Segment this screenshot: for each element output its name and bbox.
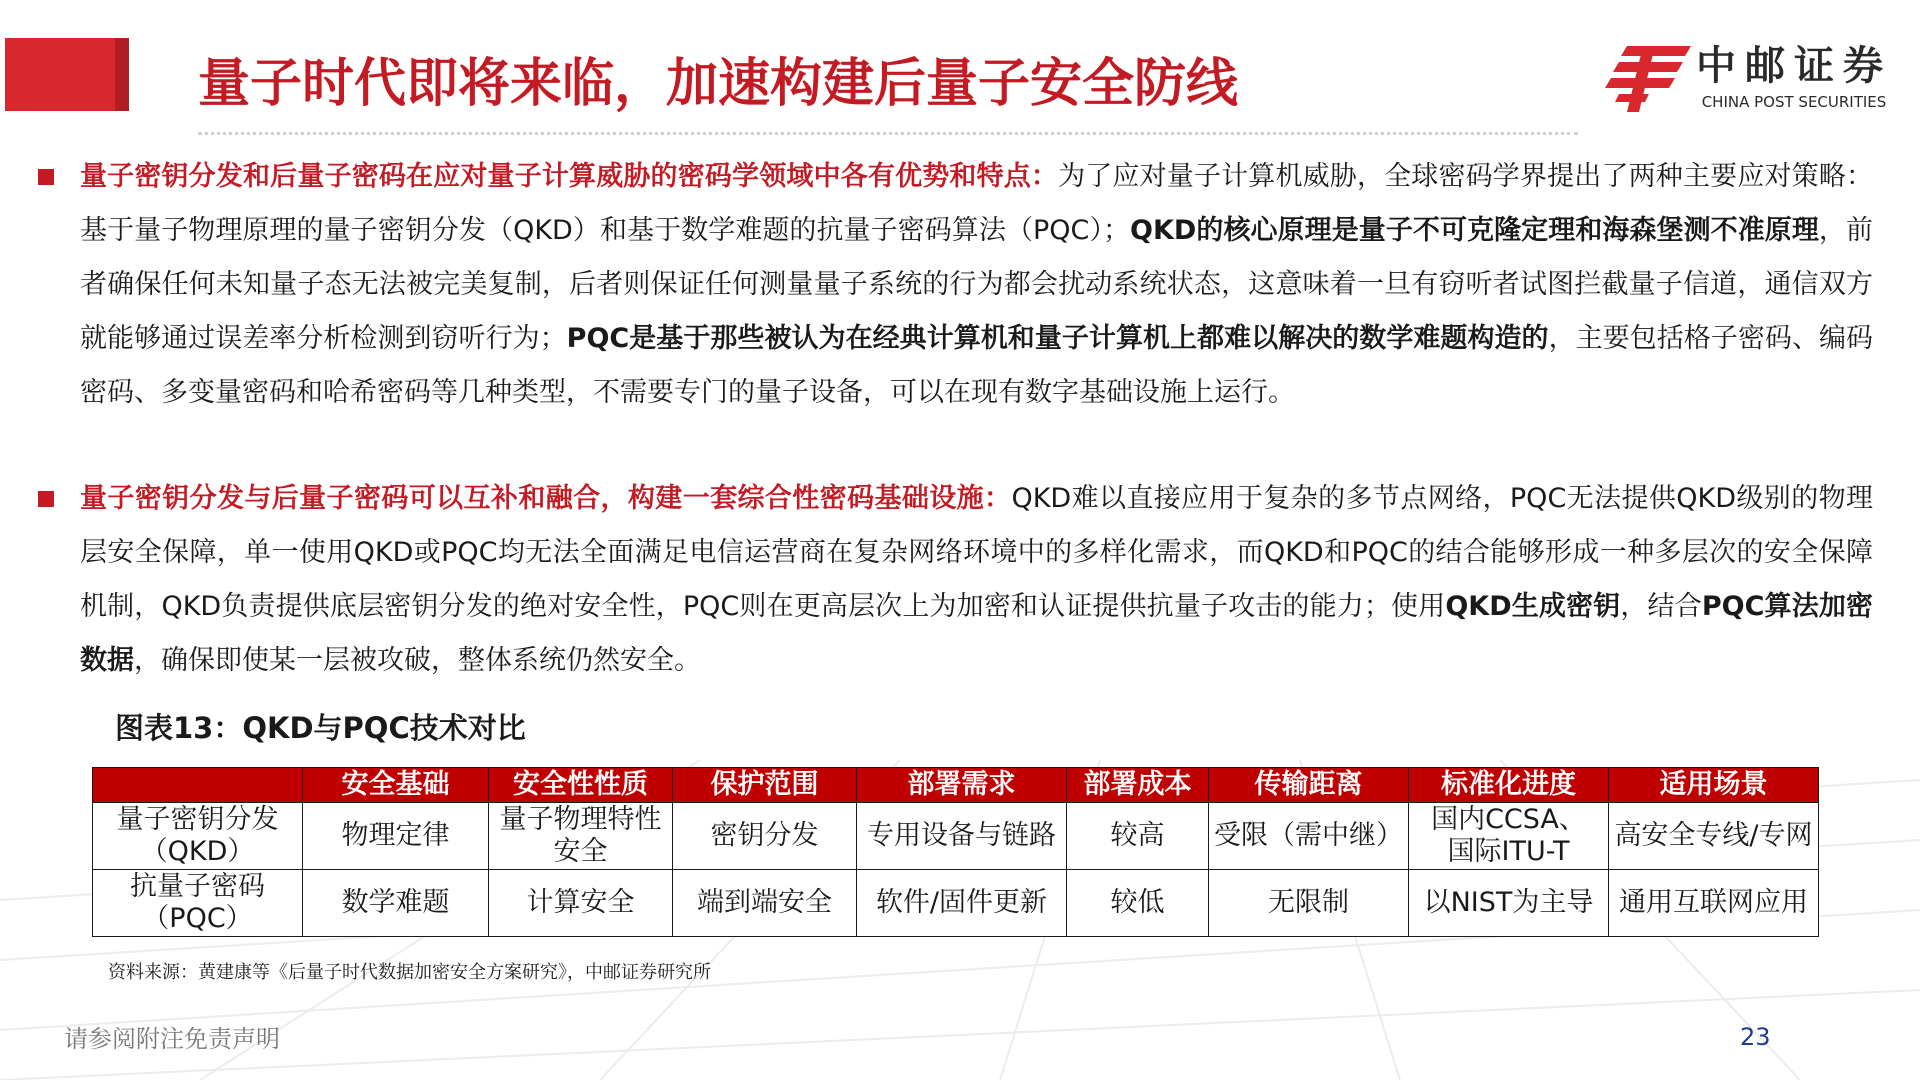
paragraph-body: ，主要包括格子密码、编码密码、多变量密码和哈希密码等几种类型，不需要专门的量子设备，可以在现有数字基础设施上运行。 [80, 323, 1874, 408]
cell-line: 国内CCSA、 [1431, 804, 1586, 835]
company-logo [1605, 42, 1900, 122]
table-cell [1409, 803, 1609, 870]
table-header-cell [93, 768, 303, 803]
cell-line: 国际ITU-T [1447, 836, 1570, 867]
paragraph-body: ，结合 [1620, 591, 1702, 622]
logo-english-name: CHINA POST SECURITIES [1701, 93, 1887, 111]
table-cell: 物理定律 [303, 803, 489, 870]
paragraph-body: ，确保即使某一层被攻破，整体系统仍然安全。 [134, 645, 701, 676]
title-accent-block [5, 38, 129, 111]
table-cell: 较低 [1067, 870, 1209, 937]
table-cell: 软件/固件更新 [857, 870, 1067, 937]
table-cell [93, 870, 303, 937]
source-note: 资料来源：黄建康等《后量子时代数据加密安全方案研究》，中邮证券研究所 [108, 962, 711, 983]
cell-line: 安全 [553, 836, 608, 867]
table-cell: 端到端安全 [673, 870, 857, 937]
cell-line: （QKD） [140, 836, 255, 867]
bullet-paragraph-2 [38, 472, 1873, 688]
table-cell: 计算安全 [489, 870, 673, 937]
bullet-square-icon [38, 169, 54, 185]
table-cell: 无限制 [1209, 870, 1409, 937]
cell-line: 抗量子密码 [130, 871, 265, 902]
table-cell: 密钥分发 [673, 803, 857, 870]
table-cell: 高安全专线/专网 [1609, 803, 1819, 870]
bullet-paragraph-1 [38, 150, 1873, 420]
page-number: 23 [1740, 1023, 1771, 1051]
paragraph-text [80, 150, 1873, 420]
table-cell [93, 803, 303, 870]
comparison-table [92, 767, 1819, 937]
page-title: 量子时代即将来临，加速构建后量子安全防线 [198, 54, 1239, 114]
paragraph-text [80, 472, 1873, 688]
bold-phrase: PQC是基于那些被认为在经典计算机和量子计算机上都难以解决的数学难题构造的 [566, 323, 1549, 354]
table-row [93, 803, 1819, 870]
table-cell: 通用互联网应用 [1609, 870, 1819, 937]
paragraph-body: 为了应对量子计算机威胁，全球密码学界提出了两种主要应对策略：基于量子物理原理的量子密钥分发（QKD）和基于数学难题的抗量子密码算法（PQC）； [80, 161, 1874, 246]
table-header-cell: 保护范围 [673, 768, 857, 803]
bullet-lead: 量子密钥分发与后量子密码可以互补和融合，构建一套综合性密码基础设施： [80, 483, 1012, 514]
table-cell: 受限（需中继） [1209, 803, 1409, 870]
disclaimer-note: 请参阅附注免责声明 [64, 1025, 280, 1053]
cell-line: 量子密钥分发 [116, 804, 279, 835]
table-cell: 数学难题 [303, 870, 489, 937]
table-header-cell: 部署需求 [857, 768, 1067, 803]
bold-phrase: PQC算法加密数据 [80, 591, 1874, 676]
cell-line: 量子物理特性 [499, 804, 662, 835]
china-post-logo-icon [1605, 42, 1695, 116]
bold-phrase: QKD生成密钥 [1445, 591, 1621, 622]
table-row [93, 870, 1819, 937]
table-header-cell: 安全基础 [303, 768, 489, 803]
table-header-cell: 部署成本 [1067, 768, 1209, 803]
table-header-cell: 标准化进度 [1409, 768, 1609, 803]
table-cell: 以NIST为主导 [1409, 870, 1609, 937]
table-cell [489, 803, 673, 870]
table-header-row [93, 768, 1819, 803]
cell-line: （PQC） [142, 903, 253, 934]
table-header-cell: 适用场景 [1609, 768, 1819, 803]
table-header-cell: 安全性性质 [489, 768, 673, 803]
table-cell: 专用设备与链路 [857, 803, 1067, 870]
bullet-lead: 量子密钥分发和后量子密码在应对量子计算威胁的密码学领域中各有优势和特点： [80, 161, 1059, 192]
bold-phrase: QKD的核心原理是量子不可克隆定理和海森堡测不准原理 [1130, 215, 1819, 246]
figure-title: 图表13：QKD与PQC技术对比 [115, 711, 526, 745]
paragraph-body: QKD难以直接应用于复杂的多节点网络，PQC无法提供QKD级别的物理层安全保障，单一使用QKD或PQC均无法全面满足电信运营商在复杂网络环境中的多样化需求，而QKD和PQC的结合能够形成一种多层次的安全保障机制，QKD负责提供底层密钥分发的绝对安全性，PQC则在更高层次上为加密和认证提供抗量子攻击的能力；使用 [80, 483, 1873, 622]
table-cell: 较高 [1067, 803, 1209, 870]
paragraph-body: ，前者确保任何未知量子态无法被完美复制，后者则保证任何测量量子系统的行为都会扰动系统状态，这意味着一旦有窃听者试图拦截量子信道，通信双方就能够通过误差率分析检测到窃听行为； [80, 215, 1873, 354]
logo-chinese-name: 中邮证券 [1696, 43, 1892, 89]
bullet-square-icon [38, 491, 54, 507]
title-divider [198, 132, 1578, 135]
table-header-cell: 传输距离 [1209, 768, 1409, 803]
